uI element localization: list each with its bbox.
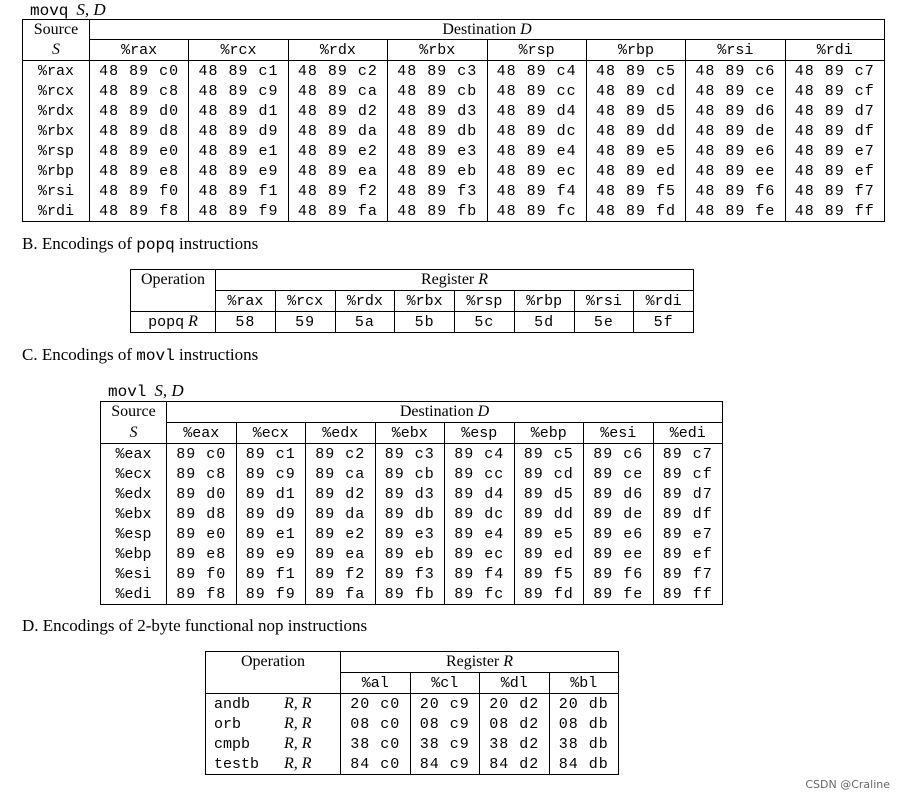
table-a-encoding-cell: 48 89 c3 bbox=[388, 61, 487, 82]
table-a-encoding-cell: 48 89 df bbox=[785, 121, 884, 141]
table-d-encoding-cell: 20 db bbox=[549, 694, 619, 715]
table-row bbox=[101, 444, 723, 465]
table-a-source-reg: %rsp bbox=[23, 141, 90, 161]
table-c-encoding-cell: 89 cf bbox=[653, 464, 723, 484]
table-a-encoding-cell: 48 89 ec bbox=[487, 161, 586, 181]
table-row bbox=[206, 694, 619, 715]
table-c-encoding-cell: 89 e4 bbox=[445, 524, 515, 544]
table-d-operation-label: Operation bbox=[206, 652, 341, 673]
table-c-encoding-cell: 89 e2 bbox=[306, 524, 376, 544]
table-a-encoding-cell: 48 89 f1 bbox=[189, 181, 288, 201]
table-a-encoding-cell: 48 89 eb bbox=[388, 161, 487, 181]
table-a-encoding-cell: 48 89 f8 bbox=[90, 201, 189, 222]
table-row bbox=[101, 564, 723, 584]
table-c-caption-args: S, D bbox=[154, 381, 184, 400]
table-a-encoding-cell: 48 89 e6 bbox=[686, 141, 785, 161]
table-d-register-sym: R bbox=[503, 653, 514, 670]
table-a-encoding-cell: 48 89 f9 bbox=[189, 201, 288, 222]
table-c-encoding-cell: 89 f6 bbox=[584, 564, 654, 584]
table-b-register: %rbp bbox=[514, 291, 574, 312]
table-a-header-row-1 bbox=[23, 20, 885, 40]
table-c-encoding-cell: 89 c0 bbox=[167, 444, 237, 465]
table-c-encoding-cell: 89 ce bbox=[584, 464, 654, 484]
table-a-encoding-cell: 48 89 fd bbox=[586, 201, 685, 222]
table-c-dest-reg: %edx bbox=[306, 423, 376, 444]
table-a-encoding-cell: 48 89 f5 bbox=[586, 181, 685, 201]
table-d-encoding-cell: 08 d2 bbox=[480, 714, 550, 734]
table-a-encoding-cell: 48 89 ff bbox=[785, 201, 884, 222]
table-a-encoding-cell: 48 89 dd bbox=[586, 121, 685, 141]
table-a-encoding-cell: 48 89 c9 bbox=[189, 81, 288, 101]
table-a-encoding-cell: 48 89 f7 bbox=[785, 181, 884, 201]
table-c-encoding-cell: 89 c5 bbox=[514, 444, 584, 465]
table-a-caption bbox=[30, 0, 106, 20]
table-a-dest-reg: %rsi bbox=[686, 40, 785, 61]
table-row bbox=[23, 61, 885, 82]
table-c-encoding-cell: 89 c7 bbox=[653, 444, 723, 465]
table-a-source-reg: %rbp bbox=[23, 161, 90, 181]
table-d-encoding-cell: 38 db bbox=[549, 734, 619, 754]
table-c-encoding-cell: 89 d0 bbox=[167, 484, 237, 504]
table-c-encoding-cell: 89 e7 bbox=[653, 524, 723, 544]
table-b-header-row-1 bbox=[131, 270, 694, 291]
table-c-destination-sym: D bbox=[477, 403, 490, 420]
table-c-destination-header bbox=[167, 402, 723, 423]
table-b-register: %rsp bbox=[455, 291, 515, 312]
table-c-encoding-cell: 89 dc bbox=[445, 504, 515, 524]
table-c-encoding-cell: 89 ec bbox=[445, 544, 515, 564]
table-a-encoding-cell: 48 89 e0 bbox=[90, 141, 189, 161]
table-a-encoding-cell: 48 89 ca bbox=[288, 81, 387, 101]
table-a-dest-reg: %rdx bbox=[288, 40, 387, 61]
table-row bbox=[101, 504, 723, 524]
section-c-prefix: C. Encodings of bbox=[22, 345, 137, 364]
table-c-encoding-cell: 89 d4 bbox=[445, 484, 515, 504]
table-c-encoding-cell: 89 d6 bbox=[584, 484, 654, 504]
table-b-register: %rcx bbox=[275, 291, 335, 312]
table-a-encoding-cell: 48 89 e1 bbox=[189, 141, 288, 161]
table-c-dest-reg: %esp bbox=[445, 423, 515, 444]
table-c-encoding-cell: 89 ea bbox=[306, 544, 376, 564]
table-a-destination-sym: D bbox=[520, 20, 532, 38]
table-a-encoding-cell: 48 89 c5 bbox=[586, 61, 685, 82]
table-c-encoding-cell: 89 d3 bbox=[375, 484, 445, 504]
table-c-encoding-cell: 89 e5 bbox=[514, 524, 584, 544]
table-a-dest-reg: %rdi bbox=[785, 40, 884, 61]
table-d-register: %al bbox=[341, 673, 411, 694]
table-c-encoding-cell: 89 e3 bbox=[375, 524, 445, 544]
table-d-op-name: testb bbox=[214, 756, 260, 773]
table-d-operation-cell bbox=[206, 714, 341, 734]
table-a-encoding-cell: 48 89 c6 bbox=[686, 61, 785, 82]
table-b bbox=[130, 269, 694, 333]
table-c-encoding-cell: 89 fc bbox=[445, 584, 515, 605]
table-b-register-label: Register bbox=[420, 271, 475, 288]
table-c-caption bbox=[108, 381, 184, 401]
table-d-register: %bl bbox=[549, 673, 619, 694]
table-a-caption-args: S, D bbox=[76, 0, 106, 19]
table-b-register-header bbox=[216, 270, 694, 291]
table-a-source-reg: %rdx bbox=[23, 101, 90, 121]
table-a-encoding-cell: 48 89 c7 bbox=[785, 61, 884, 82]
table-a-encoding-cell: 48 89 ce bbox=[686, 81, 785, 101]
table-d-operation-cell bbox=[206, 734, 341, 754]
table-d-op-name: orb bbox=[214, 716, 242, 733]
table-c-encoding-cell: 89 f8 bbox=[167, 584, 237, 605]
table-b-row-op-arg: R bbox=[188, 313, 198, 330]
table-b-row-op bbox=[131, 312, 216, 333]
table-d-encoding-cell: 20 d2 bbox=[480, 694, 550, 715]
table-c-encoding-cell: 89 c4 bbox=[445, 444, 515, 465]
table-c-encoding-cell: 89 c6 bbox=[584, 444, 654, 465]
table-row bbox=[101, 464, 723, 484]
table-d-encoding-cell: 84 db bbox=[549, 754, 619, 775]
table-a-encoding-cell: 48 89 c8 bbox=[90, 81, 189, 101]
table-a-destination-label: Destination bbox=[442, 20, 517, 38]
section-d-heading: D. Encodings of 2-byte functional nop instructions bbox=[22, 616, 368, 635]
table-c-encoding-cell: 89 d2 bbox=[306, 484, 376, 504]
table-c-header-row-2 bbox=[101, 423, 723, 444]
watermark: CSDN @Craline bbox=[805, 778, 890, 791]
table-a-encoding-cell: 48 89 d4 bbox=[487, 101, 586, 121]
table-c-caption-op: movl bbox=[108, 383, 147, 401]
table-c-source-sym: S bbox=[101, 423, 167, 444]
table-c-destination-label: Destination bbox=[399, 403, 474, 420]
table-a-encoding-cell: 48 89 d7 bbox=[785, 101, 884, 121]
table-a-encoding-cell: 48 89 ed bbox=[586, 161, 685, 181]
table-c-encoding-cell: 89 ff bbox=[653, 584, 723, 605]
table-a-encoding-cell: 48 89 d2 bbox=[288, 101, 387, 121]
table-d-header-row-1 bbox=[206, 652, 619, 673]
table-row bbox=[23, 201, 885, 222]
table-c-encoding-cell: 89 f4 bbox=[445, 564, 515, 584]
table-a bbox=[22, 19, 885, 222]
table-a-dest-reg: %rbp bbox=[586, 40, 685, 61]
table-a-source-reg: %rsi bbox=[23, 181, 90, 201]
table-a-encoding-cell: 48 89 d5 bbox=[586, 101, 685, 121]
table-row bbox=[206, 754, 619, 775]
table-c-encoding-cell: 89 f7 bbox=[653, 564, 723, 584]
table-d-encoding-cell: 20 c0 bbox=[341, 694, 411, 715]
table-row bbox=[23, 181, 885, 201]
table-c-encoding-cell: 89 d7 bbox=[653, 484, 723, 504]
table-a-dest-reg: %rsp bbox=[487, 40, 586, 61]
table-c-encoding-cell: 89 db bbox=[375, 504, 445, 524]
table-c-encoding-cell: 89 dd bbox=[514, 504, 584, 524]
table-a-encoding-cell: 48 89 db bbox=[388, 121, 487, 141]
table-a-encoding-cell: 48 89 e8 bbox=[90, 161, 189, 181]
table-c-encoding-cell: 89 d8 bbox=[167, 504, 237, 524]
table-a-encoding-cell: 48 89 ea bbox=[288, 161, 387, 181]
table-c-source-reg: %esp bbox=[101, 524, 167, 544]
table-c-dest-reg: %ebx bbox=[375, 423, 445, 444]
table-c-encoding-cell: 89 e6 bbox=[584, 524, 654, 544]
table-c-source-label: Source bbox=[101, 402, 167, 423]
table-a-encoding-cell: 48 89 c0 bbox=[90, 61, 189, 82]
table-c bbox=[100, 401, 723, 605]
table-c-encoding-cell: 89 e1 bbox=[236, 524, 306, 544]
table-d-blank-cell bbox=[206, 673, 341, 694]
table-d-register-header bbox=[341, 652, 619, 673]
table-a-encoding-cell: 48 89 fb bbox=[388, 201, 487, 222]
table-a-encoding-cell: 48 89 c1 bbox=[189, 61, 288, 82]
table-c-encoding-cell: 89 ca bbox=[306, 464, 376, 484]
table-c-encoding-cell: 89 ee bbox=[584, 544, 654, 564]
table-a-encoding-cell: 48 89 f2 bbox=[288, 181, 387, 201]
table-b-register: %rdi bbox=[634, 291, 694, 312]
table-c-header-row-1 bbox=[101, 402, 723, 423]
table-row bbox=[101, 584, 723, 605]
table-d-encoding-cell: 20 c9 bbox=[410, 694, 480, 715]
table-d-register: %dl bbox=[480, 673, 550, 694]
table-d-encoding-cell: 38 c0 bbox=[341, 734, 411, 754]
table-a-caption-op: movq bbox=[30, 2, 69, 20]
table-b-encoding-cell: 59 bbox=[275, 312, 335, 333]
table-a-encoding-cell: 48 89 d3 bbox=[388, 101, 487, 121]
section-b-heading bbox=[22, 234, 258, 254]
table-a-encoding-cell: 48 89 e7 bbox=[785, 141, 884, 161]
table-c-encoding-cell: 89 c2 bbox=[306, 444, 376, 465]
table-a-encoding-cell: 48 89 f3 bbox=[388, 181, 487, 201]
table-a-source-reg: %rax bbox=[23, 61, 90, 82]
table-c-dest-reg: %ebp bbox=[514, 423, 584, 444]
table-a-destination-header bbox=[90, 20, 885, 40]
table-c-source-reg: %esi bbox=[101, 564, 167, 584]
table-d-register: %cl bbox=[410, 673, 480, 694]
table-a-encoding-cell: 48 89 d8 bbox=[90, 121, 189, 141]
table-row bbox=[101, 524, 723, 544]
table-c-encoding-cell: 89 f0 bbox=[167, 564, 237, 584]
table-a-encoding-cell: 48 89 c4 bbox=[487, 61, 586, 82]
table-b-row bbox=[131, 312, 694, 333]
table-row bbox=[23, 141, 885, 161]
table-c-source-reg: %edi bbox=[101, 584, 167, 605]
table-c-encoding-cell: 89 f3 bbox=[375, 564, 445, 584]
table-b-register: %rbx bbox=[395, 291, 455, 312]
table-c-encoding-cell: 89 cd bbox=[514, 464, 584, 484]
table-d-operation-cell bbox=[206, 754, 341, 775]
table-b-encoding-cell: 5a bbox=[335, 312, 395, 333]
table-row bbox=[23, 161, 885, 181]
table-c-encoding-cell: 89 e8 bbox=[167, 544, 237, 564]
table-a-encoding-cell: 48 89 cf bbox=[785, 81, 884, 101]
table-row bbox=[23, 101, 885, 121]
table-b-blank-cell bbox=[131, 291, 216, 312]
table-c-dest-reg: %ecx bbox=[236, 423, 306, 444]
table-d-op-args: R, R bbox=[284, 715, 312, 732]
table-b-operation-label: Operation bbox=[131, 270, 216, 291]
table-c-source-reg: %ebp bbox=[101, 544, 167, 564]
table-c-encoding-cell: 89 c1 bbox=[236, 444, 306, 465]
table-a-encoding-cell: 48 89 de bbox=[686, 121, 785, 141]
table-c-encoding-cell: 89 eb bbox=[375, 544, 445, 564]
table-c-source-reg: %ebx bbox=[101, 504, 167, 524]
table-c-dest-reg: %edi bbox=[653, 423, 723, 444]
table-a-encoding-cell: 48 89 f0 bbox=[90, 181, 189, 201]
table-c-encoding-cell: 89 fe bbox=[584, 584, 654, 605]
table-c-dest-reg: %eax bbox=[167, 423, 237, 444]
table-c-encoding-cell: 89 f5 bbox=[514, 564, 584, 584]
table-a-encoding-cell: 48 89 fc bbox=[487, 201, 586, 222]
table-c-source-reg: %eax bbox=[101, 444, 167, 465]
table-b-encoding-cell: 5c bbox=[455, 312, 515, 333]
section-c-heading bbox=[22, 345, 258, 365]
table-d-op-name: andb bbox=[214, 696, 251, 713]
table-b-register-sym: R bbox=[478, 271, 489, 288]
table-b-encoding-cell: 5d bbox=[514, 312, 574, 333]
table-a-encoding-cell: 48 89 d6 bbox=[686, 101, 785, 121]
table-a-encoding-cell: 48 89 f6 bbox=[686, 181, 785, 201]
table-a-encoding-cell: 48 89 d1 bbox=[189, 101, 288, 121]
table-a-encoding-cell: 48 89 e3 bbox=[388, 141, 487, 161]
table-c-encoding-cell: 89 d5 bbox=[514, 484, 584, 504]
table-a-source-reg: %rdi bbox=[23, 201, 90, 222]
table-b-encoding-cell: 5b bbox=[395, 312, 455, 333]
table-d-encoding-cell: 84 c9 bbox=[410, 754, 480, 775]
table-c-encoding-cell: 89 e9 bbox=[236, 544, 306, 564]
table-c-encoding-cell: 89 c8 bbox=[167, 464, 237, 484]
table-a-encoding-cell: 48 89 fa bbox=[288, 201, 387, 222]
section-b-prefix: B. Encodings of bbox=[22, 234, 137, 253]
table-c-encoding-cell: 89 da bbox=[306, 504, 376, 524]
table-d-encoding-cell: 08 c0 bbox=[341, 714, 411, 734]
table-a-source-label: Source bbox=[23, 20, 90, 40]
table-c-encoding-cell: 89 f2 bbox=[306, 564, 376, 584]
table-b-encoding-cell: 58 bbox=[216, 312, 276, 333]
table-a-source-sym: S bbox=[23, 40, 90, 61]
table-a-encoding-cell: 48 89 e2 bbox=[288, 141, 387, 161]
table-row bbox=[206, 734, 619, 754]
table-a-encoding-cell: 48 89 f4 bbox=[487, 181, 586, 201]
table-d-op-args: R, R bbox=[284, 755, 312, 772]
table-row bbox=[101, 484, 723, 504]
table-c-encoding-cell: 89 cc bbox=[445, 464, 515, 484]
table-d-op-name: cmpb bbox=[214, 736, 251, 753]
table-a-header-row-2 bbox=[23, 40, 885, 61]
table-a-encoding-cell: 48 89 ef bbox=[785, 161, 884, 181]
table-a-source-reg: %rcx bbox=[23, 81, 90, 101]
table-c-encoding-cell: 89 de bbox=[584, 504, 654, 524]
table-c-encoding-cell: 89 ed bbox=[514, 544, 584, 564]
table-c-encoding-cell: 89 c3 bbox=[375, 444, 445, 465]
table-a-encoding-cell: 48 89 e9 bbox=[189, 161, 288, 181]
table-c-encoding-cell: 89 cb bbox=[375, 464, 445, 484]
table-d-encoding-cell: 08 c9 bbox=[410, 714, 480, 734]
table-a-dest-reg: %rbx bbox=[388, 40, 487, 61]
table-d-operation-cell bbox=[206, 694, 341, 715]
table-c-encoding-cell: 89 ef bbox=[653, 544, 723, 564]
table-a-encoding-cell: 48 89 ee bbox=[686, 161, 785, 181]
table-a-dest-reg: %rax bbox=[90, 40, 189, 61]
table-c-encoding-cell: 89 c9 bbox=[236, 464, 306, 484]
table-a-encoding-cell: 48 89 dc bbox=[487, 121, 586, 141]
table-a-source-reg: %rbx bbox=[23, 121, 90, 141]
table-b-row-op-name: popq bbox=[148, 314, 185, 331]
table-a-encoding-cell: 48 89 d9 bbox=[189, 121, 288, 141]
table-c-encoding-cell: 89 df bbox=[653, 504, 723, 524]
table-c-dest-reg: %esi bbox=[584, 423, 654, 444]
table-b-encoding-cell: 5e bbox=[574, 312, 634, 333]
table-d bbox=[205, 651, 619, 775]
table-b-encoding-cell: 5f bbox=[634, 312, 694, 333]
table-d-encoding-cell: 84 c0 bbox=[341, 754, 411, 775]
table-row bbox=[23, 121, 885, 141]
table-a-encoding-cell: 48 89 cd bbox=[586, 81, 685, 101]
table-d-encoding-cell: 84 d2 bbox=[480, 754, 550, 775]
section-b-instr: popq bbox=[136, 236, 175, 254]
table-d-op-args: R, R bbox=[284, 735, 312, 752]
table-d-encoding-cell: 38 d2 bbox=[480, 734, 550, 754]
table-b-header-row-2 bbox=[131, 291, 694, 312]
section-c-instr: movl bbox=[136, 347, 175, 365]
table-b-register: %rsi bbox=[574, 291, 634, 312]
table-a-encoding-cell: 48 89 e4 bbox=[487, 141, 586, 161]
table-a-encoding-cell: 48 89 c2 bbox=[288, 61, 387, 82]
table-a-encoding-cell: 48 89 cb bbox=[388, 81, 487, 101]
table-d-encoding-cell: 08 db bbox=[549, 714, 619, 734]
table-c-source-reg: %ecx bbox=[101, 464, 167, 484]
table-a-encoding-cell: 48 89 d0 bbox=[90, 101, 189, 121]
table-c-encoding-cell: 89 d1 bbox=[236, 484, 306, 504]
section-b-suffix: instructions bbox=[174, 234, 259, 253]
table-b-register: %rax bbox=[216, 291, 276, 312]
section-c-suffix: instructions bbox=[174, 345, 259, 364]
table-row bbox=[206, 714, 619, 734]
table-a-encoding-cell: 48 89 e5 bbox=[586, 141, 685, 161]
table-c-encoding-cell: 89 fb bbox=[375, 584, 445, 605]
table-b-register: %rdx bbox=[335, 291, 395, 312]
table-a-encoding-cell: 48 89 fe bbox=[686, 201, 785, 222]
table-d-register-label: Register bbox=[445, 653, 500, 670]
table-c-encoding-cell: 89 f9 bbox=[236, 584, 306, 605]
table-row bbox=[23, 81, 885, 101]
table-a-dest-reg: %rcx bbox=[189, 40, 288, 61]
table-c-encoding-cell: 89 e0 bbox=[167, 524, 237, 544]
table-c-encoding-cell: 89 d9 bbox=[236, 504, 306, 524]
table-c-encoding-cell: 89 f1 bbox=[236, 564, 306, 584]
table-a-encoding-cell: 48 89 da bbox=[288, 121, 387, 141]
table-c-source-reg: %edx bbox=[101, 484, 167, 504]
table-d-op-args: R, R bbox=[284, 695, 312, 712]
table-a-encoding-cell: 48 89 cc bbox=[487, 81, 586, 101]
table-c-encoding-cell: 89 fd bbox=[514, 584, 584, 605]
table-c-encoding-cell: 89 fa bbox=[306, 584, 376, 605]
table-d-encoding-cell: 38 c9 bbox=[410, 734, 480, 754]
table-d-header-row-2 bbox=[206, 673, 619, 694]
table-row bbox=[101, 544, 723, 564]
